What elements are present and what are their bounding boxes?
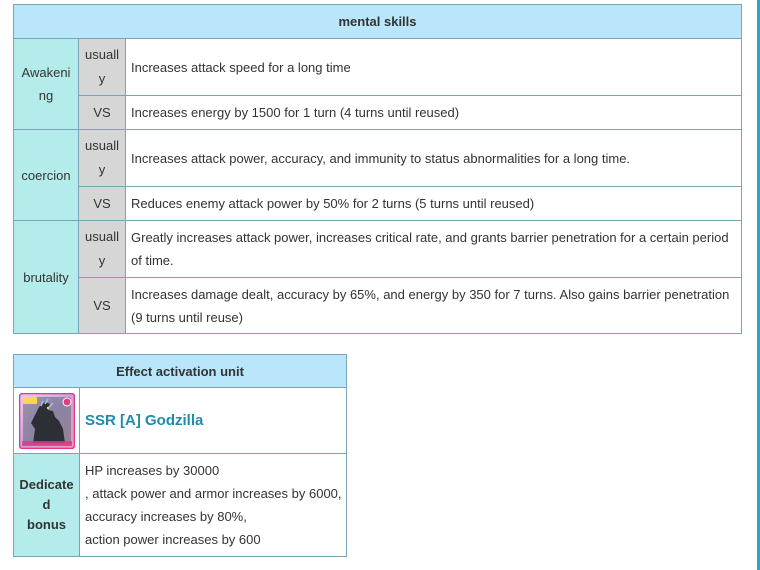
skill-row [14,39,742,96]
usually-tag: usuall y [79,39,126,96]
vs-tag: VS [79,187,126,221]
skill-row [14,96,742,130]
unit-name-link[interactable]: SSR [A] Godzilla [80,388,347,454]
skill-row [14,278,742,334]
skill-vs-description: Reduces enemy attack power by 50% for 2 turns (5 turns until reused) [126,187,742,221]
vs-tag: VS [79,96,126,130]
vs-tag: VS [79,278,126,334]
skill-usually-description: Increases attack speed for a long time [126,39,742,96]
bonus-line: HP increases by 30000 [85,463,220,478]
effect-activation-title: Effect activation unit [14,355,347,388]
dedicated-bonus-text [80,454,347,557]
usually-tag: usuall y [79,130,126,187]
skill-name-brutality: brutality [14,221,79,334]
unit-thumbnail[interactable] [14,388,80,454]
mental-skills-table [13,4,742,334]
effect-activation-table [13,354,347,557]
dedicated-bonus-label: Dedicate d bonus [14,454,80,557]
skill-usually-description: Increases attack power, accuracy, and immunity to status abnormalities for a long time. [126,130,742,187]
skill-row [14,221,742,278]
bonus-line: action power increases by 600 [85,532,261,547]
skill-row [14,187,742,221]
godzilla-card-thumbnail-icon [19,393,75,449]
skill-vs-description: Increases energy by 1500 for 1 turn (4 turns until reused) [126,96,742,130]
skill-name-awakening: Awakeni ng [14,39,79,130]
skill-usually-description: Greatly increases attack power, increases critical rate, and grants barrier penetration for a certain period of time. [126,221,742,278]
mental-skills-title: mental skills [14,5,742,39]
skill-name-coercion: coercion [14,130,79,221]
bonus-line: accuracy increases by 80%, [85,509,247,524]
usually-tag: usuall y [79,221,126,278]
skill-vs-description: Increases damage dealt, accuracy by 65%, and energy by 350 for 7 turns. Also gains barrier penetration (9 turns until reuse) [126,278,742,334]
bonus-line: , attack power and armor increases by 6000, [85,486,342,501]
skill-row [14,130,742,187]
